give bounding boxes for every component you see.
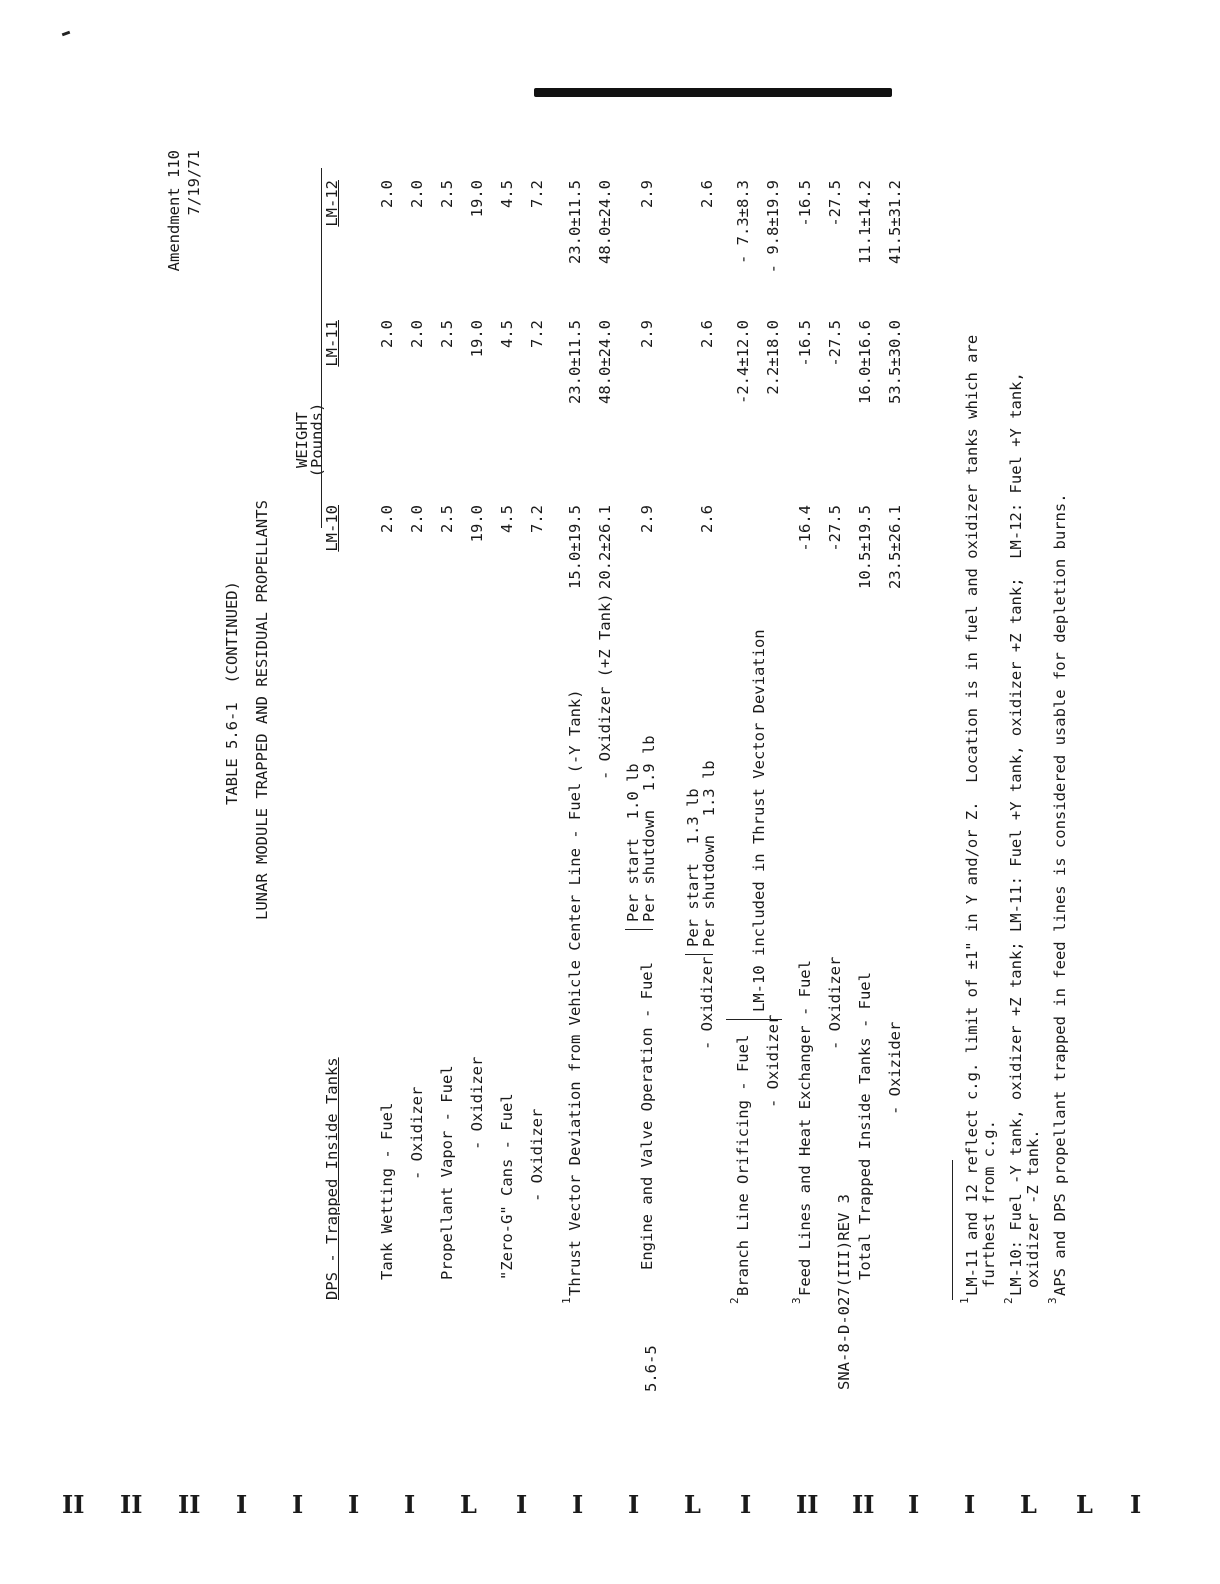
row-label: Engine and Valve Operation - Fuel <box>638 962 656 1270</box>
binding-mark: I <box>908 1490 920 1519</box>
binding-mark: L <box>1076 1490 1093 1519</box>
cell-lm12: 2.9 <box>638 180 656 208</box>
footnote-text: LM-10: Fuel -Y tank, oxidizer +Z tank; LM-11: Fuel +Y tank, oxidizer +Z tank; LM-12: Fuel +Y tank, <box>1007 372 1025 1296</box>
sub-label: Per start 1.3 lb <box>684 788 702 947</box>
header-rule <box>321 168 322 528</box>
cell-lm10: 15.0±19.5 <box>566 505 584 589</box>
row-label: - Oxizider <box>886 1021 904 1115</box>
cell-lm12: 2.0 <box>378 180 396 208</box>
binding-mark: I <box>348 1490 360 1519</box>
sub-label: Per shutdown 1.3 lb <box>700 760 718 947</box>
cell-lm10: 23.5±26.1 <box>886 505 904 589</box>
cell-lm11: 2.6 <box>698 320 716 348</box>
row-label: Propellant Vapor - Fuel <box>438 1065 456 1280</box>
col-header-lm11: LM-11 <box>323 320 341 367</box>
cell-lm11: 4.5 <box>498 320 516 348</box>
cell-lm11: 2.9 <box>638 320 656 348</box>
cell-lm12: - 7.3±8.3 <box>734 180 752 264</box>
cell-lm11: 48.0±24.0 <box>596 320 614 404</box>
cell-lm12: 7.2 <box>528 180 546 208</box>
binding-mark: II <box>178 1490 201 1519</box>
cell-lm12: 19.0 <box>468 180 486 218</box>
row-label: "Zero-G" Cans - Fuel <box>498 1093 516 1280</box>
binding-mark: II <box>852 1490 875 1519</box>
footnote-ref: 1 <box>560 1297 573 1304</box>
binding-mark: I <box>236 1490 248 1519</box>
cell-lm10: 20.2±26.1 <box>596 505 614 589</box>
row-label: - Oxidizer <box>764 1014 782 1108</box>
row-label: - Oxidizer <box>408 1086 426 1180</box>
cell-lm12: 4.5 <box>498 180 516 208</box>
footnote-text: LM-11 and 12 reflect c.g. limit of ±1" in Y and/or Z. Location is in fuel and oxidizer tanks which are <box>963 334 981 1296</box>
cell-lm12: - 9.8±19.9 <box>764 180 782 274</box>
sub-label: Per shutdown 1.9 lb <box>640 735 658 922</box>
cell-lm12: -16.5 <box>796 180 814 227</box>
table-subtitle: LUNAR MODULE TRAPPED AND RESIDUAL PROPELLANTS <box>253 500 271 920</box>
stray-mark <box>62 31 71 37</box>
cell-lm12: 48.0±24.0 <box>596 180 614 264</box>
cell-lm12: 2.6 <box>698 180 716 208</box>
row-label: Total Trapped Inside Tanks - Fuel <box>856 972 874 1280</box>
col-header-lm10: LM-10 <box>323 505 341 552</box>
cell-lm10: 2.0 <box>378 505 396 533</box>
binding-mark: I <box>964 1490 976 1519</box>
cell-lm11: 2.0 <box>378 320 396 348</box>
cell-lm11: 23.0±11.5 <box>566 320 584 404</box>
weight-header: WEIGHT <box>293 412 311 468</box>
cell-lm11: -2.4±12.0 <box>734 320 752 404</box>
document-number: SNA-8-D-027(III)REV 3 <box>835 1194 853 1390</box>
binding-mark: L <box>1020 1490 1037 1519</box>
row-label: Tank Wetting - Fuel <box>378 1102 396 1280</box>
binding-mark: II <box>62 1490 85 1519</box>
row-label: - Oxidizer <box>528 1108 546 1202</box>
cell-lm12: 41.5±31.2 <box>886 180 904 264</box>
cell-lm12: 11.1±14.2 <box>856 180 874 264</box>
cell-lm11: 19.0 <box>468 320 486 358</box>
amendment-date: 7/19/71 <box>185 150 203 216</box>
table-title: TABLE 5.6-1 (CONTINUED) <box>223 581 241 805</box>
binding-mark: I <box>1130 1490 1142 1519</box>
footnote-text: furthest from c.g. <box>980 1120 998 1288</box>
weight-subheader: (Pounds) <box>308 402 326 478</box>
binding-marks <box>0 1490 1220 1520</box>
col-header-lm12: LM-12 <box>323 180 341 227</box>
binding-mark: I <box>404 1490 416 1519</box>
binding-mark: L <box>460 1490 477 1519</box>
footnote-rule <box>952 1160 953 1300</box>
cell-lm10: 2.0 <box>408 505 426 533</box>
binding-mark: I <box>516 1490 528 1519</box>
page-number: 5.6-5 <box>642 1345 660 1392</box>
binding-mark: II <box>796 1490 819 1519</box>
binding-mark: L <box>684 1490 701 1519</box>
footnote-ref: 3 <box>790 1297 803 1304</box>
brace-mark <box>685 954 713 955</box>
binding-mark: II <box>120 1490 143 1519</box>
footnote-mark: 1 <box>958 1297 971 1304</box>
redaction-bar <box>534 88 892 97</box>
cell-lm10: 2.5 <box>438 505 456 533</box>
cell-lm10: 7.2 <box>528 505 546 533</box>
sub-label: Per start 1.0 lb <box>624 763 642 922</box>
footnote-text: APS and DPS propellant trapped in feed lines is considered usable for depletion burns. <box>1051 493 1069 1296</box>
cell-lm11: 53.5±30.0 <box>886 320 904 404</box>
footnote-text: oxidizer -Z tank. <box>1024 1129 1042 1288</box>
row-label: - Oxidizer <box>826 956 844 1050</box>
cell-lm10: 4.5 <box>498 505 516 533</box>
cell-lm10: 19.0 <box>468 505 486 543</box>
row-label: - Oxidizer (+Z Tank) <box>596 593 614 780</box>
cell-lm11: 16.0±16.6 <box>856 320 874 404</box>
amendment-number: Amendment 110 <box>165 150 183 272</box>
lm10-note: LM-10 included in Thrust Vector Deviation <box>750 629 768 1012</box>
row-label: Branch Line Orificing - Fuel <box>734 1034 752 1296</box>
binding-mark: I <box>292 1490 304 1519</box>
row-label: Thrust Vector Deviation from Vehicle Center Line - Fuel (-Y Tank) <box>566 689 584 1296</box>
row-label: - Oxidizer <box>468 1056 486 1150</box>
cell-lm11: 2.2±18.0 <box>764 320 782 395</box>
cell-lm10: 2.6 <box>698 505 716 533</box>
cell-lm10: -16.4 <box>796 505 814 552</box>
footnote-mark: 2 <box>1002 1297 1015 1304</box>
cell-lm10: 2.9 <box>638 505 656 533</box>
cell-lm10: 10.5±19.5 <box>856 505 874 589</box>
cell-lm12: 23.0±11.5 <box>566 180 584 264</box>
cell-lm11: -27.5 <box>826 320 844 367</box>
cell-lm11: -16.5 <box>796 320 814 367</box>
row-label: - Oxidizer <box>698 956 716 1050</box>
cell-lm11: 7.2 <box>528 320 546 348</box>
cell-lm10: -27.5 <box>826 505 844 552</box>
cell-lm12: -27.5 <box>826 180 844 227</box>
section-heading: DPS - Trapped Inside Tanks <box>323 1057 341 1300</box>
binding-mark: I <box>740 1490 752 1519</box>
cell-lm12: 2.5 <box>438 180 456 208</box>
cell-lm12: 2.0 <box>408 180 426 208</box>
cell-lm11: 2.0 <box>408 320 426 348</box>
row-label: Feed Lines and Heat Exchanger - Fuel <box>796 960 814 1296</box>
footnote-mark: 3 <box>1046 1297 1059 1304</box>
rotated-page <box>140 140 1100 1340</box>
footnote-ref: 2 <box>728 1297 741 1304</box>
cell-lm11: 2.5 <box>438 320 456 348</box>
binding-mark: I <box>572 1490 584 1519</box>
brace-mark <box>625 929 653 930</box>
binding-mark: I <box>628 1490 640 1519</box>
